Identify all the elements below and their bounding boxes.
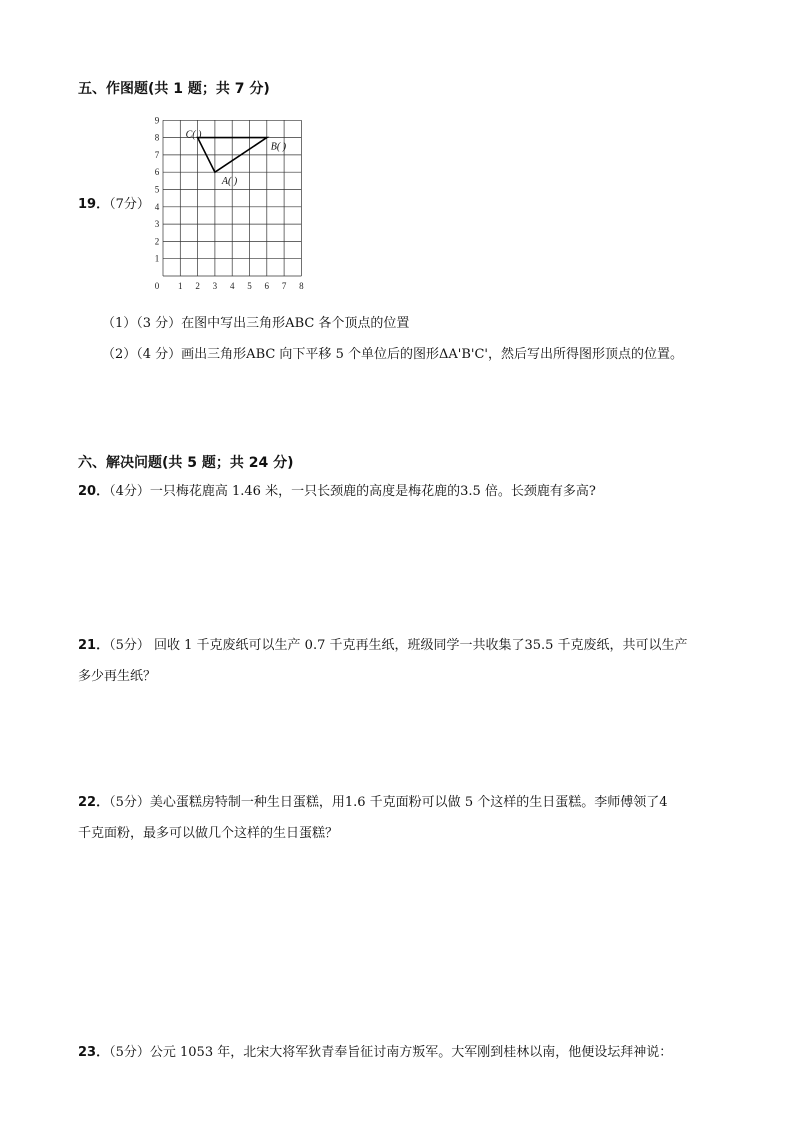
question-21-number: 21．: [78, 638, 110, 653]
section-5-title: 五、作图题(共 1 题；共 7 分): [78, 81, 270, 97]
question-23-number: 23．: [78, 1045, 110, 1060]
question-19-number: 19．: [78, 197, 110, 212]
question-22-score: （5分）: [109, 795, 150, 810]
question-19-part-2: （2）（4 分）画出三角形ABC 向下平移 5 个单位后的图形ΔA'B'C'，然后写出所得图形顶点的位置。: [102, 347, 683, 362]
x-tick-label: 1: [178, 281, 183, 291]
section-6-title: 六、解决问题(共 5 题；共 24 分): [78, 455, 294, 471]
x-tick-label: 2: [195, 281, 200, 291]
x-tick-label: 8: [299, 281, 304, 291]
y-tick-label: 8: [154, 132, 160, 143]
x-tick-label: 5: [247, 281, 252, 291]
y-tick-label: 7: [154, 149, 160, 160]
vertex-label-b: B( ): [270, 141, 287, 153]
question-23-text: 公元 1053 年，北宋大将军狄青奉旨征讨南方叛军。大军刚到桂林以南，他便设坛拜神说：: [149, 1045, 673, 1060]
question-20-text: 一只梅花鹿高 1.46 米，一只长颈鹿的高度是梅花鹿的3.5 倍。长颈鹿有多高?: [149, 484, 596, 499]
y-tick-label: 6: [154, 167, 160, 178]
question-20: [78, 480, 596, 499]
question-21-continued: 多少再生纸？: [78, 669, 157, 684]
y-tick-label: 2: [154, 236, 160, 247]
x-tick-label: 3: [212, 281, 218, 291]
question-19-score: （7分）: [109, 197, 150, 212]
y-tick-label: 4: [154, 201, 160, 212]
question-21-score: （5分）: [109, 638, 150, 653]
question-23-score: （5分）: [109, 1045, 150, 1060]
y-tick-label: 9: [154, 115, 160, 126]
question-19-header: [78, 193, 150, 212]
question-21-text: 回收 1 千克废纸可以生产 0.7 千克再生纸，班级同学一共收集了35.5 千克废纸，共可以生产: [149, 638, 688, 653]
question-23: [78, 1041, 672, 1060]
y-tick-label: 3: [154, 219, 160, 230]
question-21: [78, 634, 688, 653]
x-tick-label: 6: [264, 281, 270, 291]
y-tick-label: 5: [154, 184, 160, 195]
question-20-number: 20．: [78, 484, 110, 499]
y-tick-label: 1: [154, 253, 160, 264]
vertex-label-c: C( ): [185, 129, 202, 141]
vertex-label-a: A( ): [221, 176, 238, 188]
question-22: [78, 791, 668, 810]
question-19-part-1: （1）（3 分）在图中写出三角形ABC 各个顶点的位置: [102, 316, 410, 331]
question-22-text: 美心蛋糕房特制一种生日蛋糕，用1.6 千克面粉可以做 5 个这样的生日蛋糕。李师傅领了4: [149, 795, 668, 810]
question-20-score: （4分）: [109, 484, 150, 499]
question-22-number: 22．: [78, 795, 110, 810]
x-tick-label: 0: [154, 281, 160, 291]
question-22-continued: 千克面粉，最多可以做几个这样的生日蛋糕？: [78, 826, 339, 841]
x-tick-label: 4: [229, 281, 235, 291]
x-tick-label: 7: [281, 281, 287, 291]
coordinate-grid-figure: [145, 108, 315, 298]
